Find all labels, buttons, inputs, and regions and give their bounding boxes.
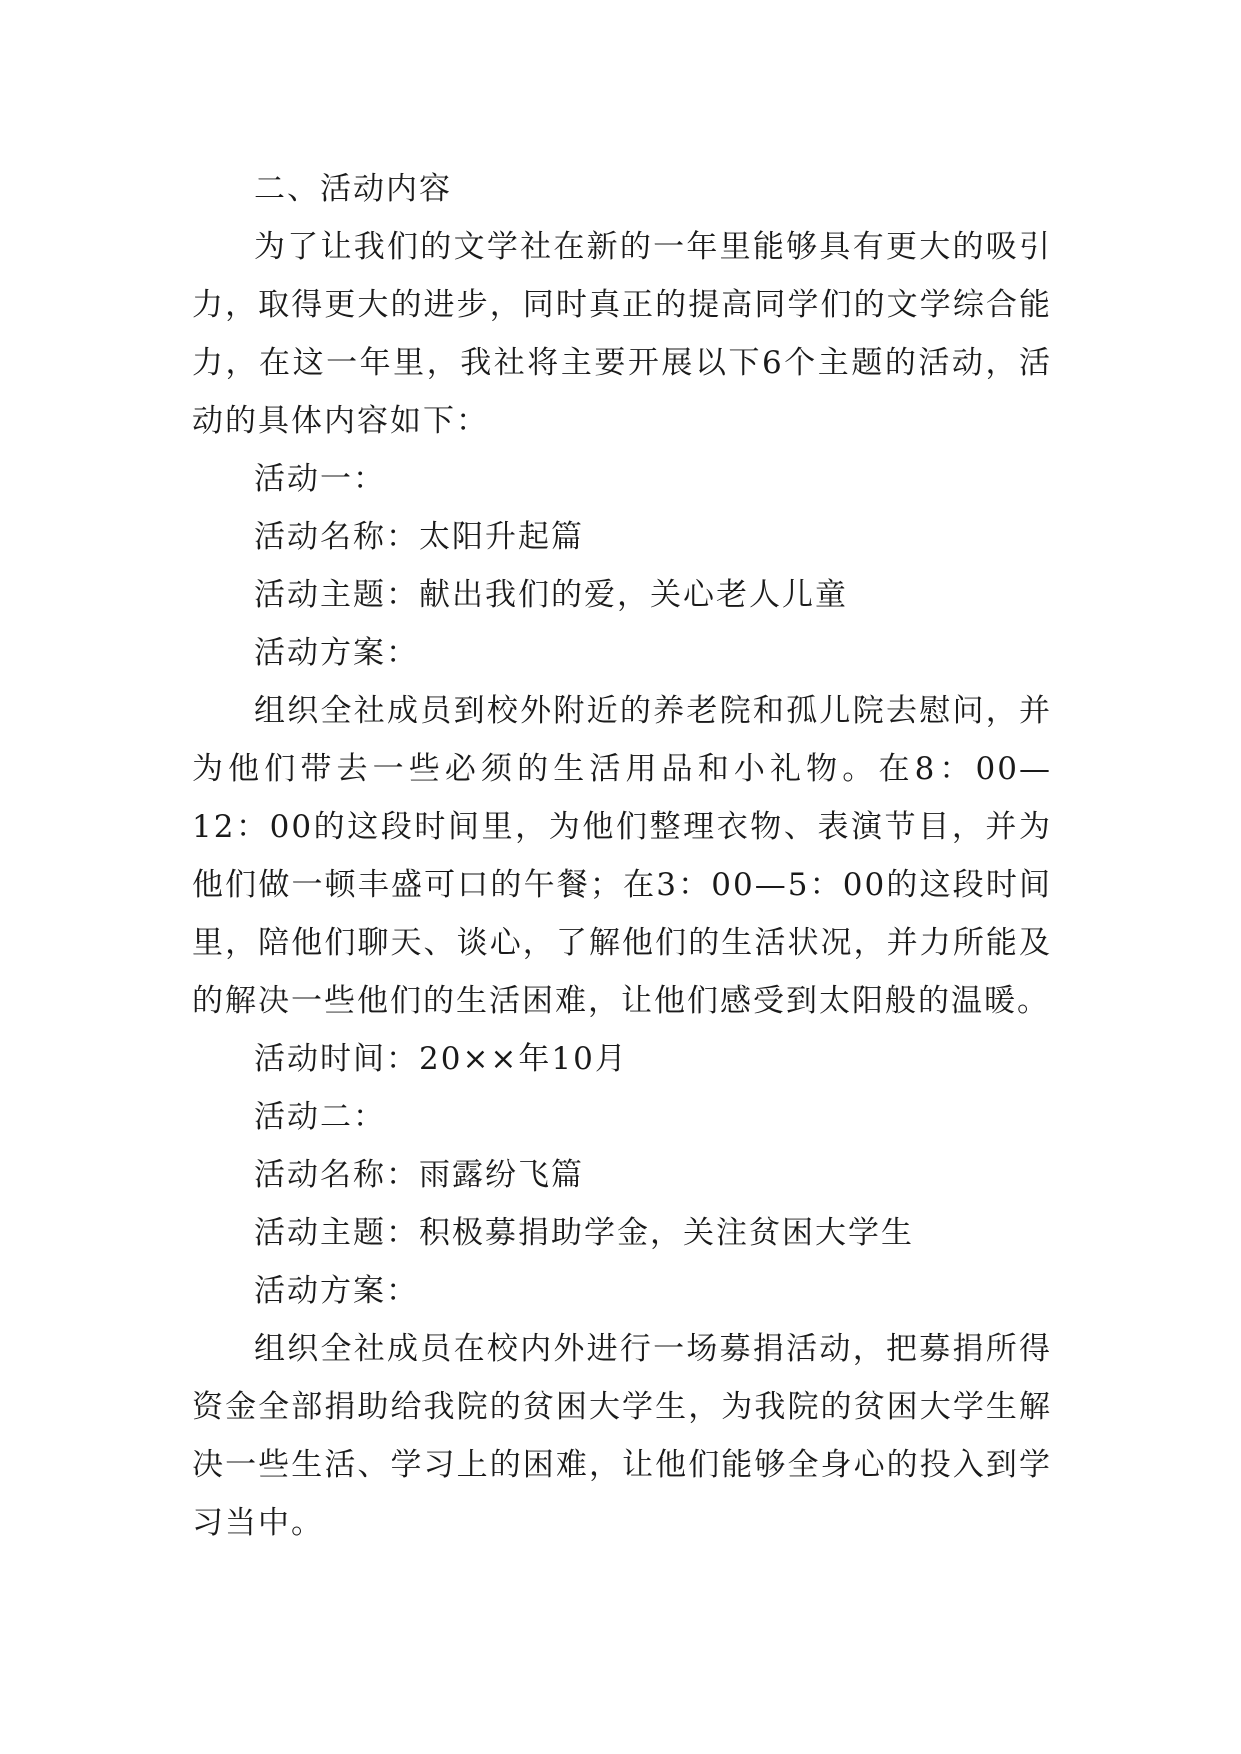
section-heading: 二、活动内容 <box>254 171 452 207</box>
activity-2-plan-label: 活动方案： <box>254 1273 419 1309</box>
activity-1-plan-label: 活动方案： <box>254 635 419 671</box>
activity-1-theme: 活动主题：献出我们的爱，关心老人儿童 <box>254 577 848 613</box>
activity-2-theme: 活动主题：积极募捐助学金，关注贫困大学生 <box>254 1215 914 1251</box>
activity-1-plan-text: 组织全社成员到校外附近的养老院和孤儿院去慰问，并为他们带去一些必须的生活用品和小礼物。在8：00—12：00的这段时间里，为他们整理衣物、表演节目，并为他们做一顿丰盛可口的午餐；在3：00—5：00的这段时间里，陪他们聊天、谈心，了解他们的生活状况，并力所能及的解决一些他们的生活困难，让他们感受到太阳般的温暖。 <box>192 693 1052 1019</box>
intro-paragraph: 为了让我们的文学社在新的一年里能够具有更大的吸引力，取得更大的进步，同时真正的提高同学们的文学综合能力，在这一年里，我社将主要开展以下6个主题的活动，活动的具体内容如下： <box>192 229 1052 439</box>
activity-2-name: 活动名称：雨露纷飞篇 <box>254 1157 584 1193</box>
activity-1-heading: 活动一： <box>254 461 386 497</box>
document-body <box>192 160 1052 1552</box>
activity-2-plan-text: 组织全社成员在校内外进行一场募捐活动，把募捐所得资金全部捐助给我院的贫困大学生，为我院的贫困大学生解决一些生活、学习上的困难，让他们能够全身心的投入到学习当中。 <box>192 1331 1052 1541</box>
activity-2-heading: 活动二： <box>254 1099 386 1135</box>
activity-1-name: 活动名称：太阳升起篇 <box>254 519 584 555</box>
activity-1-time: 活动时间：20××年10月 <box>254 1041 628 1077</box>
